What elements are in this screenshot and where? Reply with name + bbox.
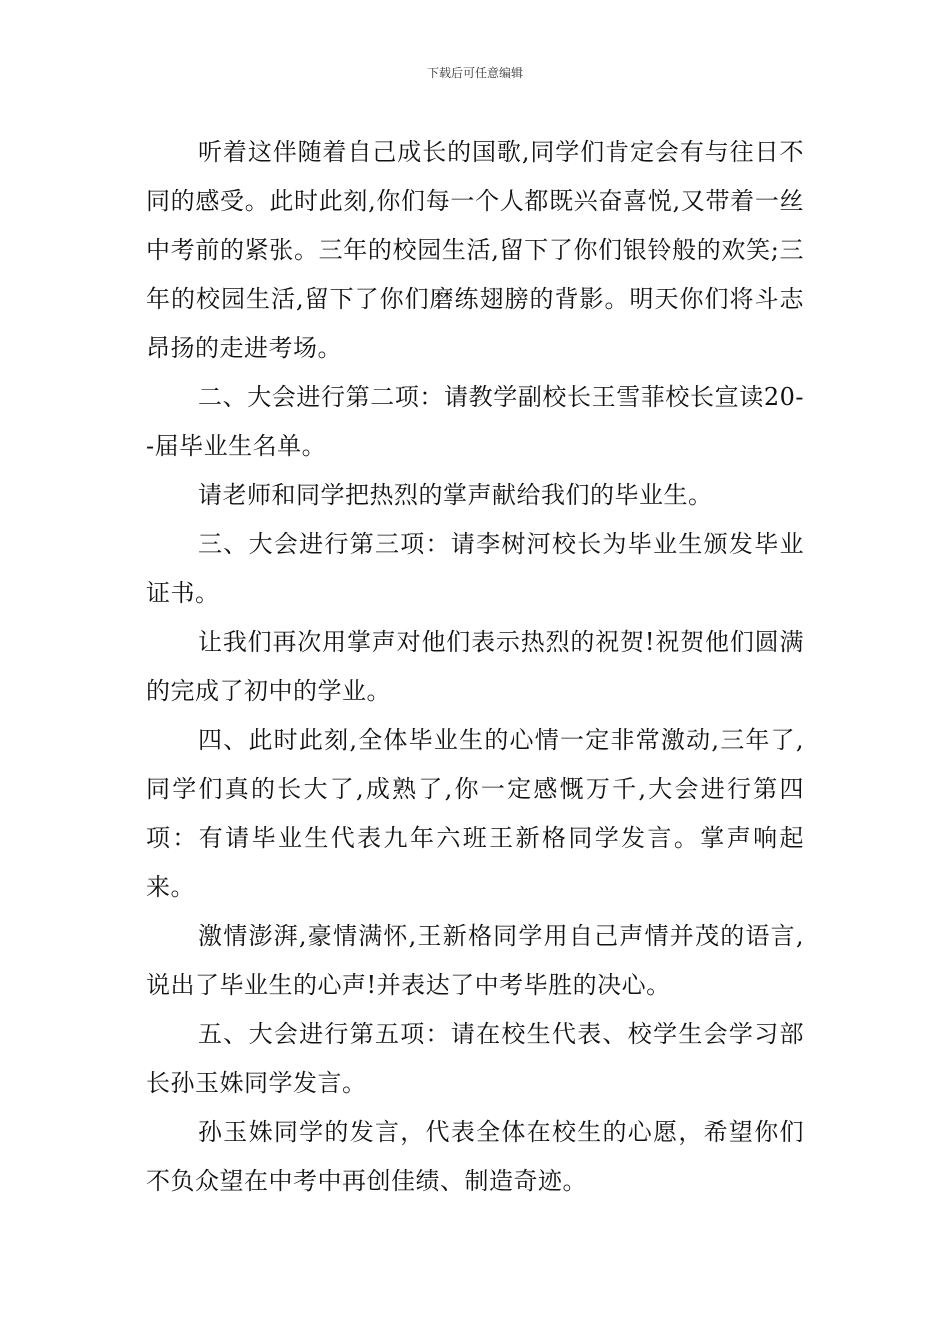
document-body [146,128,804,1206]
page-header-note: 下载后可任意编辑 [426,66,523,80]
paragraph-applause: 请老师和同学把热烈的掌声献给我们的毕业生。 [198,481,713,509]
paragraph-item-two: 二、大会进行第二项：请教学副校长王雪菲校长宣读20--届毕业生名单。 [146,383,804,460]
paragraph-closing-wish: 孙玉姝同学的发言，代表全体在校生的心愿，希望你们不负众望在中考中再创佳绩、制造奇迹。 [146,1118,804,1195]
paragraph-item-four: 四、此时此刻,全体毕业生的心情一定非常激动,三年了,同学们真的长大了,成熟了,你一定感慨万千,大会进行第四项：有请毕业生代表九年六班王新格同学发言。掌声响起来。 [146,726,804,901]
paragraph-speech-summary: 激情澎湃,豪情满怀,王新格同学用自己声情并茂的语言,说出了毕业生的心声!并表达了中考毕胜的决心。 [146,922,804,999]
paragraph-congratulations: 让我们再次用掌声对他们表示热烈的祝贺!祝贺他们圆满的完成了初中的学业。 [146,628,804,705]
paragraph-item-three: 三、大会进行第三项：请李树河校长为毕业生颁发毕业证书。 [146,530,804,607]
paragraph-item-five: 五、大会进行第五项：请在校生代表、校学生会学习部长孙玉姝同学发言。 [146,1020,804,1097]
paragraph-anthem: 听着这伴随着自己成长的国歌,同学们肯定会有与往日不同的感受。此时此刻,你们每一个人都既兴奋喜悦,又带着一丝中考前的紧张。三年的校园生活,留下了你们银铃般的欢笑;三年的校园生活,留下了你们磨练翅膀的背影。明天你们将斗志昂扬的走进考场。 [146,138,804,362]
